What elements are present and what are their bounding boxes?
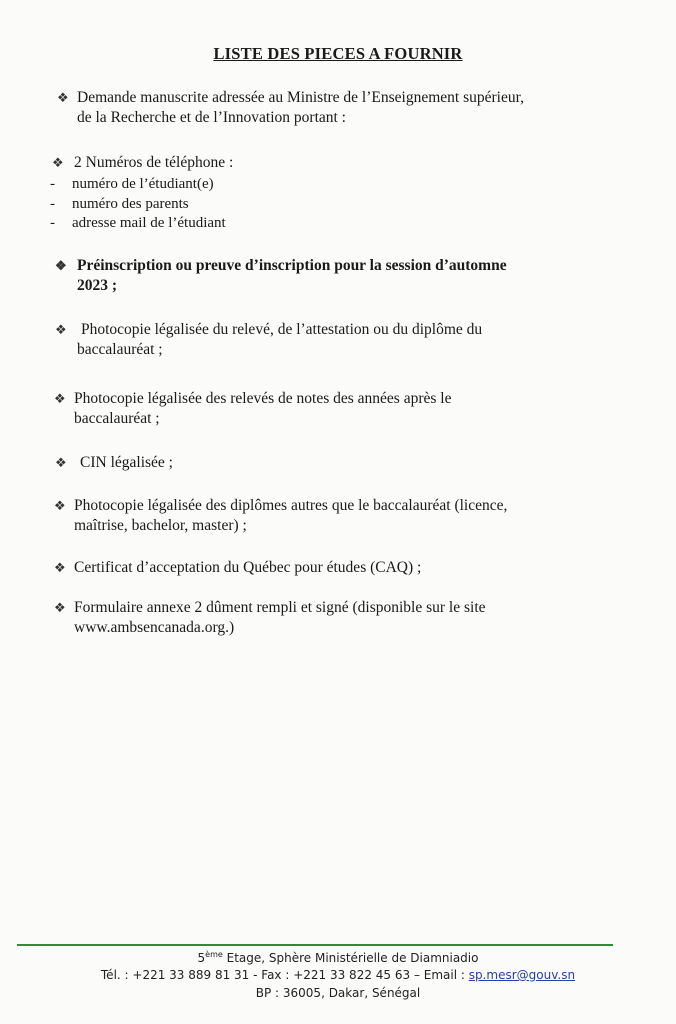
- item-line: de la Recherche et de l’Innovation portant :: [77, 109, 346, 126]
- item-line: Photocopie légalisée du relevé, de l’attestation ou du diplôme du: [81, 321, 483, 338]
- item-line: baccalauréat ;: [74, 410, 160, 427]
- sub-item: [50, 213, 226, 233]
- sub-item-text: numéro de l’étudiant(e): [72, 176, 214, 192]
- sub-item: [50, 194, 189, 214]
- bullet-icon: ❖: [57, 90, 69, 105]
- item-line: Demande manuscrite adressée au Ministre de l’Enseignement supérieur,: [77, 89, 524, 106]
- list-item: [54, 496, 664, 536]
- item-line: Photocopie légalisée des relevés de notes des années après le: [74, 390, 452, 407]
- bullet-icon: ❖: [55, 455, 67, 470]
- footer-bp: [0, 986, 676, 1000]
- dash-marker: -: [50, 215, 55, 231]
- item-line: www.ambsencanada.org.): [74, 619, 235, 636]
- list-item: [55, 320, 655, 360]
- item-line: 2 Numéros de téléphone :: [74, 154, 234, 171]
- list-item: [57, 88, 657, 128]
- sub-item-text: numéro des parents: [72, 196, 189, 212]
- list-item: [55, 256, 655, 296]
- bullet-icon: ❖: [55, 322, 67, 337]
- item-line: Certificat d’acceptation du Québec pour études (CAQ) ;: [74, 559, 422, 576]
- item-line: 2023 ;: [77, 277, 118, 294]
- list-item: [54, 598, 654, 638]
- item-line: Photocopie légalisée des diplômes autres que le baccalauréat (licence,: [74, 497, 508, 514]
- item-line: Préinscription ou preuve d’inscription pour la session d’automne: [77, 257, 507, 274]
- item-line: maîtrise, bachelor, master) ;: [74, 517, 247, 534]
- dash-marker: -: [50, 176, 55, 192]
- contact-text: Tél. : +221 33 889 81 31 - Fax : +221 33 822 45 63 – Email :: [100, 968, 469, 982]
- bullet-icon: ❖: [54, 600, 66, 615]
- page-title: LISTE DES PIECES A FOURNIR: [213, 44, 463, 63]
- bullet-icon: ❖: [52, 155, 64, 170]
- item-line: CIN légalisée ;: [80, 454, 173, 471]
- footer-contact: [0, 968, 676, 982]
- bullet-icon: ❖: [54, 560, 66, 575]
- address-text: Etage, Sphère Ministérielle de Diamniadio: [222, 951, 479, 965]
- item-line: Formulaire annexe 2 dûment rempli et signé (disponible sur le site: [74, 599, 486, 616]
- sub-item: [50, 174, 214, 194]
- bp-text: BP : 36005, Dakar, Sénégal: [255, 986, 421, 1000]
- bullet-icon: ❖: [55, 258, 67, 273]
- email-link[interactable]: sp.mesr@gouv.sn: [468, 968, 576, 982]
- bullet-icon: ❖: [54, 391, 66, 406]
- dash-marker: -: [50, 196, 55, 212]
- floor-number: 5: [197, 951, 206, 965]
- floor-suffix: ème: [205, 950, 223, 959]
- sub-item-text: adresse mail de l’étudiant: [72, 215, 226, 231]
- list-item: [52, 153, 652, 173]
- item-line: baccalauréat ;: [77, 341, 163, 358]
- bullet-icon: ❖: [54, 498, 66, 513]
- footer-divider: [17, 944, 613, 946]
- footer-address: [0, 950, 676, 965]
- list-item: [55, 453, 655, 473]
- list-item: [54, 558, 654, 578]
- list-item: [54, 389, 654, 429]
